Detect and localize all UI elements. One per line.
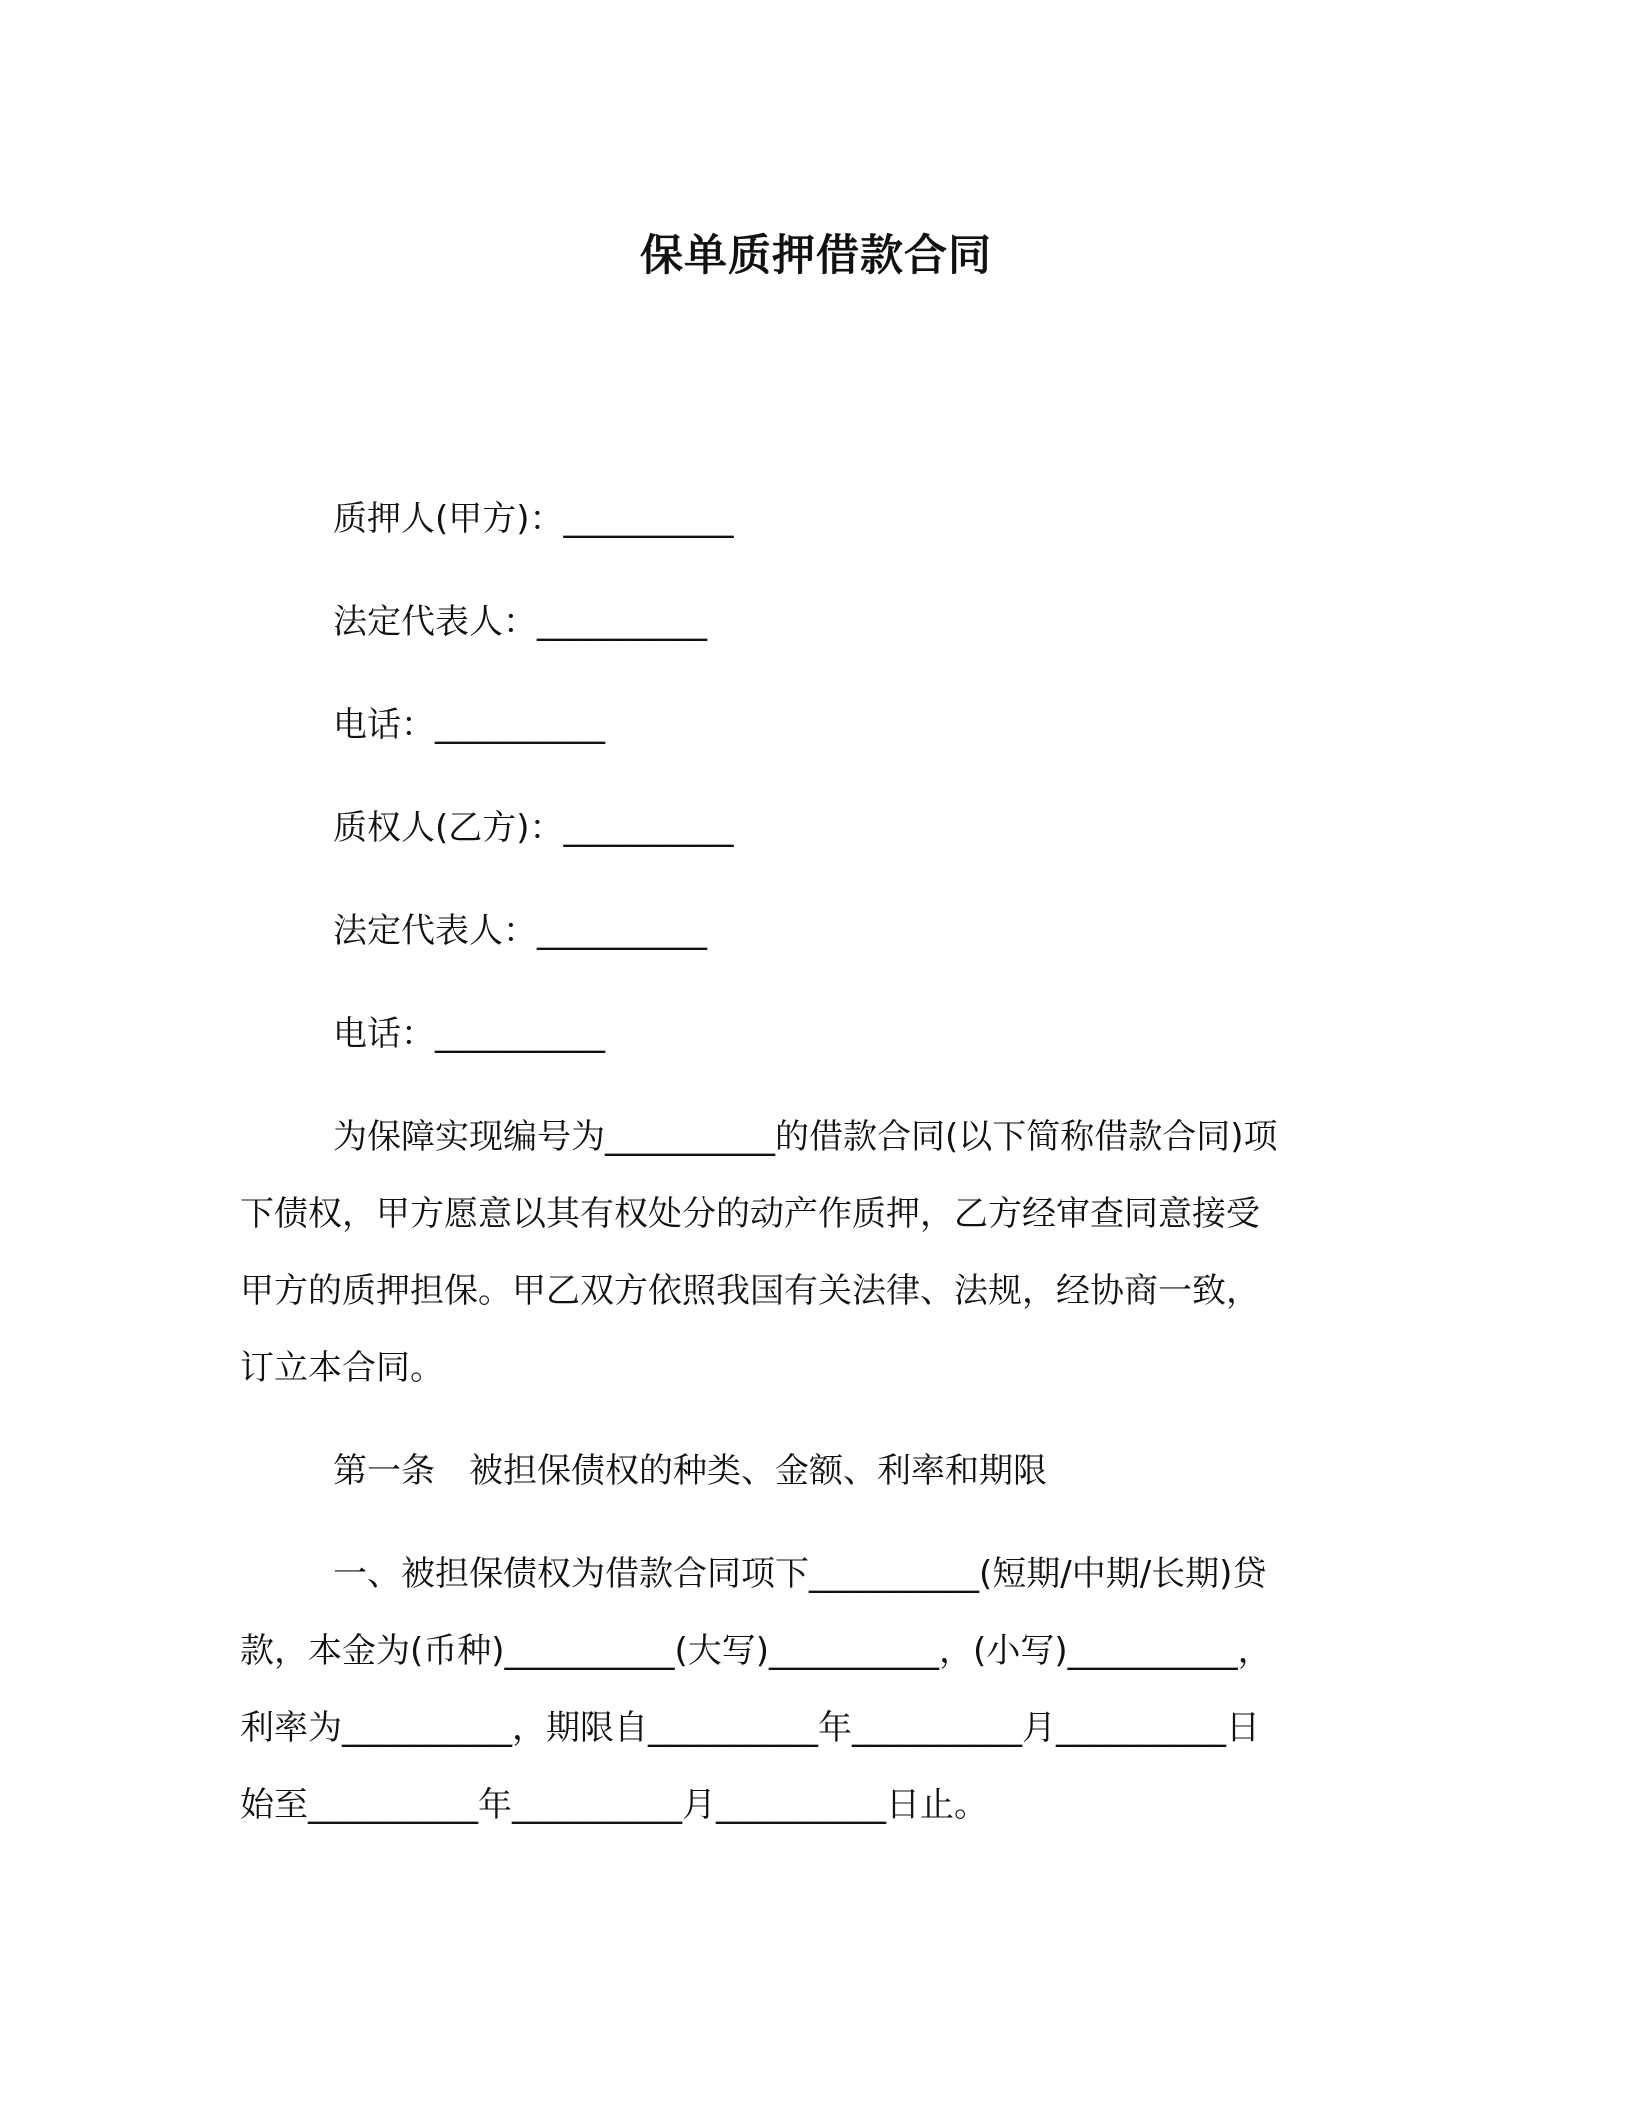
preamble-line-3: 甲方的质押担保。甲乙双方依照我国有关法律、法规，经协商一致， — [240, 1271, 1260, 1311]
document-title: 保单质押借款合同 — [640, 231, 992, 281]
article-1-line-3: 利率为__________，期限自__________年__________月__________日 — [240, 1708, 1260, 1748]
article-1-line-2: 款，本金为(币种)__________(大写)__________，(小写)__________， — [240, 1631, 1272, 1671]
pledgor-line: 质押人(甲方)：__________ — [333, 499, 734, 539]
preamble-line-4: 订立本合同。 — [240, 1348, 444, 1388]
article-1-line-4: 始至__________年__________月__________日止。 — [240, 1785, 988, 1825]
pledgee-phone-line: 电话：__________ — [333, 1014, 605, 1054]
preamble-line-1: 为保障实现编号为__________的借款合同(以下简称借款合同)项 — [333, 1117, 1278, 1157]
pledgee-legal-rep-line: 法定代表人：__________ — [333, 911, 707, 951]
article-1-line-1: 一、被担保债权为借款合同项下__________(短期/中期/长期)贷 — [333, 1554, 1267, 1594]
pledgor-phone-line: 电话：__________ — [333, 705, 605, 745]
article-1-heading: 第一条 被担保债权的种类、金额、利率和期限 — [333, 1451, 1047, 1491]
preamble-line-2: 下债权，甲方愿意以其有权处分的动产作质押，乙方经审查同意接受 — [240, 1194, 1260, 1234]
pledgee-line: 质权人(乙方)：__________ — [333, 808, 734, 848]
pledgor-legal-rep-line: 法定代表人：__________ — [333, 602, 707, 642]
